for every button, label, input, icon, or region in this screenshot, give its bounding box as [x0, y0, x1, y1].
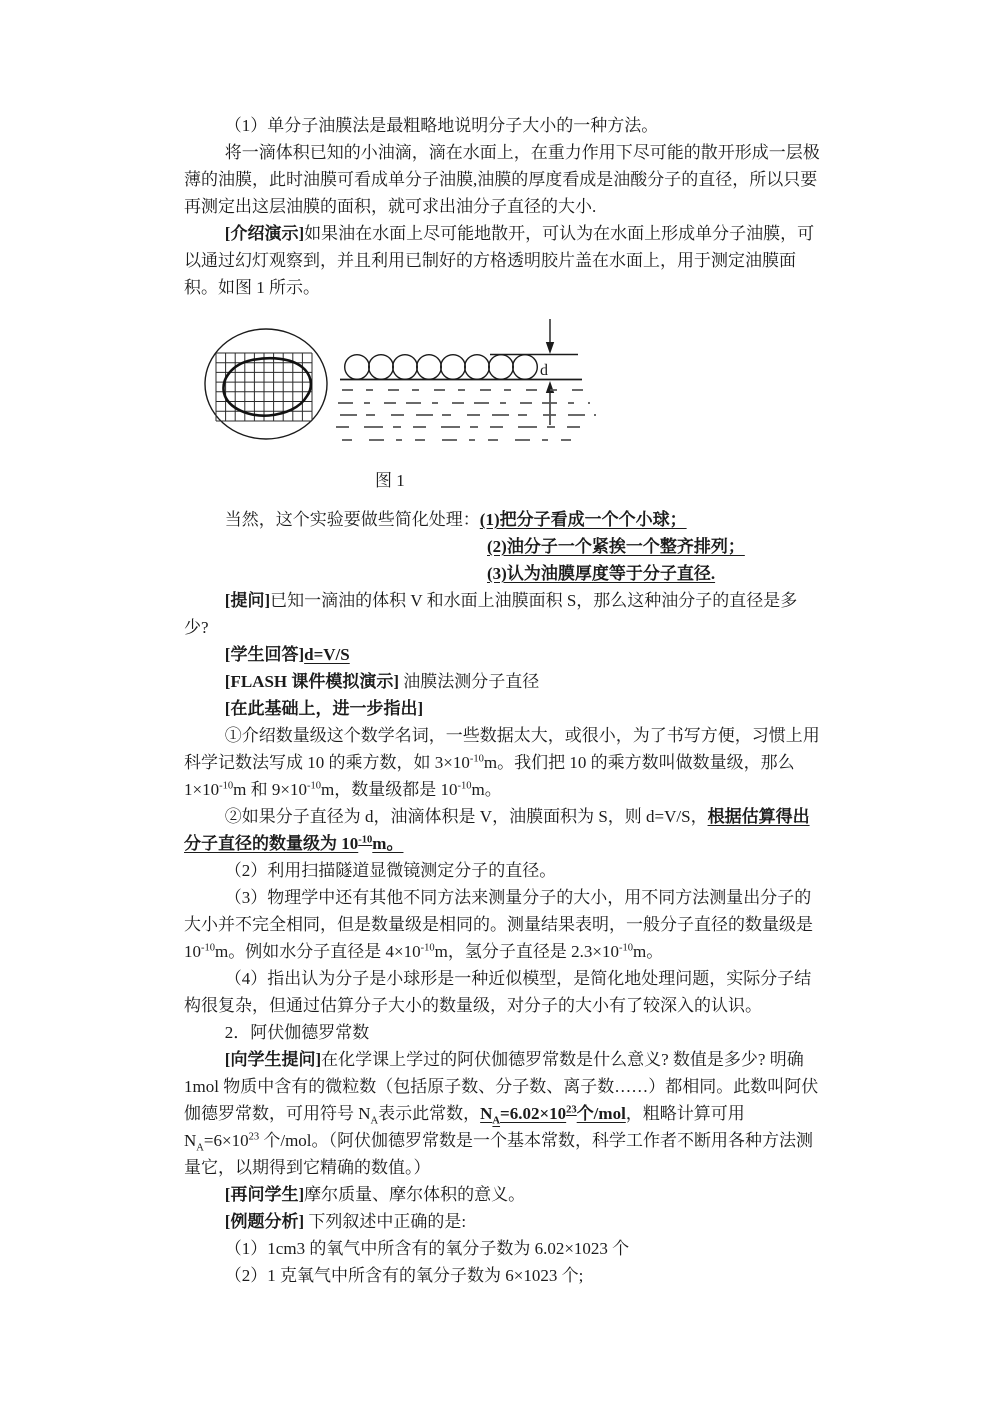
para-avogadro [184, 1046, 820, 1181]
text-segment: 2．阿伏伽德罗常数 [224, 1023, 370, 1042]
text-segment: 将一滴体积已知的小油滴，滴在水面上，在重力作用下尽可能的散开形成一层极薄的油膜，此时油膜可看成单分子油膜,油膜的厚度看成是油酸分子的直径，所以只要再测定出这层油膜的面积，就可求出油分子直径的大小. [184, 143, 820, 216]
item-simplify-2 [487, 533, 820, 560]
d-arrowhead-down-icon [546, 342, 554, 354]
text-segment: [例题分析] [224, 1212, 305, 1231]
text-segment: 23 [248, 1131, 260, 1143]
document-section-bottom [184, 506, 820, 1289]
d-label: d [540, 362, 548, 379]
d-arrowhead-up-icon [546, 381, 554, 393]
text-segment: 个/mol [576, 1104, 626, 1123]
text-segment: 下列叙述中正确的是: [304, 1212, 467, 1231]
text-segment: m 和 9×10 [233, 780, 307, 799]
text-segment: 摩尔质量、摩尔体积的意义。 [304, 1185, 526, 1204]
text-segment: 个/mol。（阿伏伽德罗常数是一个基本常数，科学工作者不断用各种方法测量它，以期得到它精确的数值。） [184, 1131, 814, 1177]
text-segment: m。 [372, 834, 404, 853]
document-section-top [184, 112, 820, 301]
text-segment: m。 [471, 780, 502, 799]
text-segment: [提问] [224, 591, 271, 610]
para-student-answer [184, 641, 820, 668]
text-segment: （1）单分子油膜法是最粗略地说明分子大小的一种方法。 [224, 116, 659, 135]
text-segment: m，数量级都是 10 [321, 780, 458, 799]
text-segment: -10 [618, 942, 634, 954]
text-segment: ①介绍数量级这个数学名词，一些数据太大，或很小，为了书写方便，习惯上用科学记数法写成 10 的乘方数，如 3×10 [184, 726, 820, 772]
para-question [184, 587, 820, 641]
text-segment: [FLASH 课件模拟演示] [224, 672, 400, 691]
text-segment: -10 [358, 834, 373, 846]
water-dashes [336, 390, 596, 440]
text-segment: m。我们把 10 的乘方数叫做数量级，那么 1×10 [184, 753, 795, 799]
text-segment: (1)把分子看成一个个小球； [479, 510, 687, 529]
text-segment: =6×10 [203, 1131, 249, 1150]
text-segment: [再问学生] [224, 1185, 305, 1204]
para-example-analysis [184, 1208, 820, 1235]
text-segment: A [370, 1115, 379, 1127]
molecule-circle [369, 355, 394, 380]
para-oil-drop [184, 139, 820, 220]
molecule-row-diagram [336, 319, 596, 440]
text-segment: 根据估算得出分子直径的数量级为 10 [184, 807, 810, 853]
text-segment: [学生回答] [224, 645, 305, 664]
text-segment: 如果油在水面上尽可能地散开，可认为在水面上形成单分子油膜，可以通过幻灯观察到，并且利用已制好的方格透明胶片盖在水面上，用于测定油膜面积。如图 1 所示。 [184, 224, 815, 297]
text-segment: 在化学课上学过的阿伏伽德罗常数是什么意义? 数值是多少? 明确 1mol 物质中含有的微粒数（包括原子数、分子数、离子数……）都相同。此数叫阿伏伽德罗常数，可用符号 N [184, 1050, 819, 1123]
text-segment: (3)认为油膜厚度等于分子直径. [487, 564, 716, 583]
para-demo-intro [184, 220, 820, 301]
text-segment: A [196, 1142, 204, 1154]
molecule-circle [465, 355, 490, 380]
text-segment: 油膜法测分子直径 [399, 672, 540, 691]
oil-film-grid-diagram [205, 329, 327, 439]
text-segment: d=V/S [304, 645, 350, 664]
text-segment: （4）指出认为分子是小球形是一种近似模型，是简化地处理问题，实际分子结构很复杂，但通过估算分子大小的数量级，对分子的大小有了较深入的认识。 [184, 969, 812, 1015]
text-segment: [向学生提问] [224, 1050, 322, 1069]
text-segment: m。例如水分子直径是 4×10 [215, 942, 421, 961]
para-stm [184, 857, 820, 884]
text-segment: 当然，这个实验要做些简化处理： [224, 510, 480, 529]
document-body [184, 112, 820, 1289]
text-segment: (2)油分子一个紧挨一个整齐排列； [487, 537, 745, 556]
para-example-2 [184, 1262, 820, 1289]
text-segment: -10 [201, 942, 216, 954]
oil-film-outline [224, 358, 311, 415]
text-segment: ，粗略计算可用 N [184, 1104, 745, 1150]
text-segment: -10 [219, 780, 234, 792]
molecule-circle [441, 355, 466, 380]
figure-1 [190, 317, 820, 459]
item-simplify-3 [487, 560, 820, 587]
text-segment: -10 [420, 942, 435, 954]
text-segment: 已知一滴油的体积 V 和水面上油膜面积 S，那么这种油分子的直径是多少? [184, 591, 798, 637]
text-segment: -10 [457, 780, 472, 792]
text-segment: （2）1 克氧气中所含有的氧分子数为 6×1023 个; [224, 1266, 584, 1285]
para-example-1 [184, 1235, 820, 1262]
text-segment: ②如果分子直径为 d，油滴体积是 V，油膜面积为 S，则 d=V/S， [224, 807, 708, 826]
text-segment: （3）物理学中还有其他不同方法来测量分子的大小，用不同方法测量出分子的大小并不完全相同，但是数量级是相同的。测量结果表明，一般分子直径的数量级是 10 [184, 888, 813, 961]
molecule-circle [489, 355, 514, 380]
para-simplify [184, 506, 820, 533]
para-mole-meaning [184, 1181, 820, 1208]
text-segment: N [480, 1104, 493, 1123]
text-segment: m。 [633, 942, 664, 961]
text-segment: （1）1cm3 的氧气中所含有的氧分子数为 6.02×1023 个 [224, 1239, 630, 1258]
text-segment: [介绍演示] [224, 224, 305, 243]
para-magnitude [184, 722, 820, 803]
molecule-circle [417, 355, 442, 380]
figure-caption: 图 1 [375, 471, 405, 490]
para-sphere-model [184, 965, 820, 1019]
text-segment: -10 [306, 780, 321, 792]
text-segment: 23 [566, 1104, 577, 1116]
oil-film-figure [190, 317, 630, 451]
text-segment: -10 [469, 753, 484, 765]
text-segment: 表示此常数， [378, 1104, 481, 1123]
para-method-1 [184, 112, 820, 139]
text-segment: =6.02×10 [500, 1104, 567, 1123]
para-flash-demo [184, 668, 820, 695]
para-estimate [184, 803, 820, 857]
para-further-point [184, 695, 820, 722]
molecule-circle [345, 355, 370, 380]
molecule-circle [513, 355, 538, 380]
heading-avogadro [184, 1019, 820, 1046]
molecule-circle [393, 355, 418, 380]
para-other-methods [184, 884, 820, 965]
text-segment: A [492, 1115, 501, 1127]
text-segment: m，氢分子直径是 2.3×10 [434, 942, 619, 961]
text-segment: [在此基础上，进一步指出] [224, 699, 424, 718]
text-segment: （2）利用扫描隧道显微镜测定分子的直径。 [224, 861, 557, 880]
